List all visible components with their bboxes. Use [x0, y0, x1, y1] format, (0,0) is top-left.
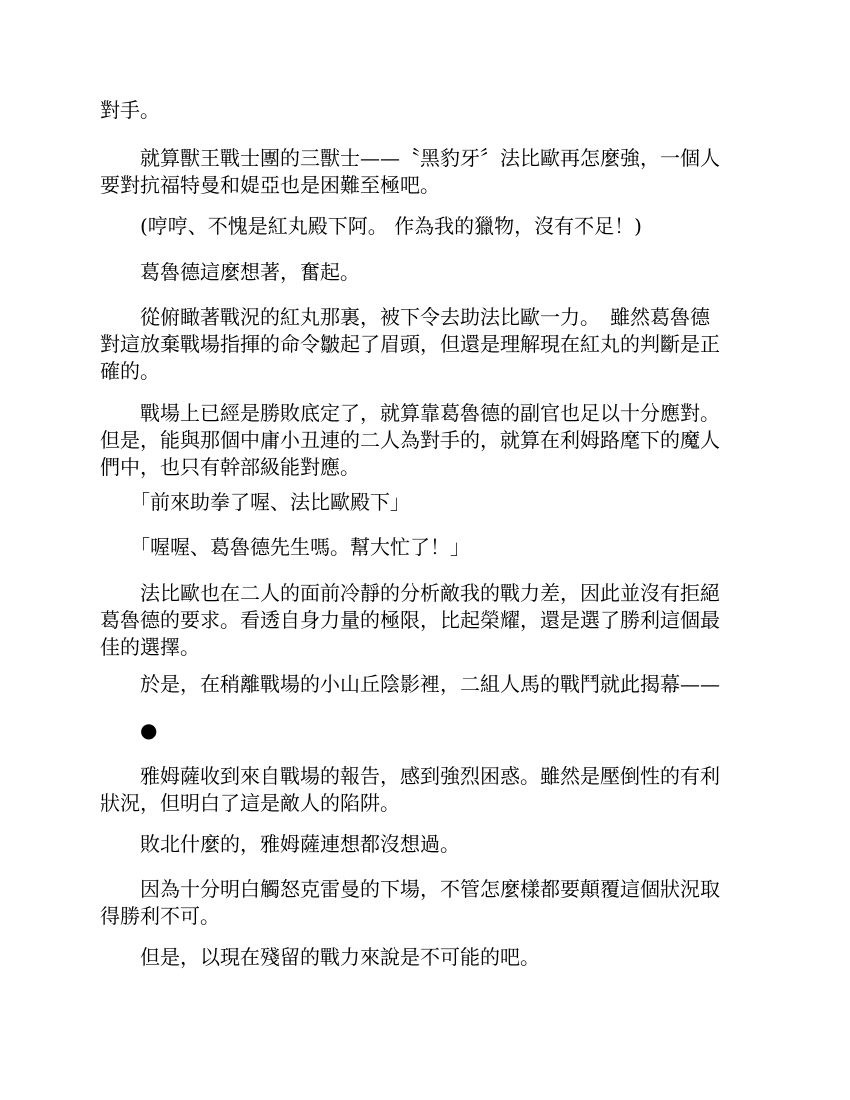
text-line: 「前來助拳了喔、法比歐殿下」 [100, 490, 410, 514]
paragraph [100, 213, 750, 240]
paragraph [100, 763, 750, 817]
text-line: 雅姆薩收到來自戰場的報告，感到強烈困惑。雖然是壓倒性的有利 [100, 764, 720, 788]
text-line: 佳的選擇。 [100, 635, 200, 659]
text-line: 從俯瞰著戰況的紅丸那裏，被下令去助法比歐一力。 雖然葛魯德 [100, 305, 710, 329]
paragraph [100, 145, 750, 199]
paragraph [100, 831, 750, 858]
section-break-bullet: ● [100, 718, 158, 742]
text-line: 於是，在稍離戰場的小山丘陰影裡，二組人馬的戰鬥就此揭幕—— [100, 672, 720, 696]
text-line: 要對抗福特曼和媞亞也是困難至極吧。 [100, 173, 440, 197]
text-line: 葛魯德這麼想著，奮起。 [100, 260, 360, 284]
text-line: 對手。 [100, 98, 160, 122]
paragraph [100, 97, 750, 124]
paragraph [100, 304, 750, 385]
text-line: 因為十分明白觸怒克雷曼的下場，不管怎麼樣都要顛覆這個狀況取 [100, 877, 720, 901]
text-line: 確的。 [100, 359, 160, 383]
paragraph [100, 671, 750, 698]
paragraph [100, 534, 750, 561]
paragraph [100, 876, 750, 930]
text-line: 敗北什麼的，雅姆薩連想都沒想過。 [100, 832, 460, 856]
paragraph [100, 580, 750, 661]
text-line: 「喔喔、葛魯德先生嗎。幫大忙了！」 [100, 535, 470, 559]
text-line: 葛魯德的要求。看透自身力量的極限，比起榮耀，還是選了勝利這個最 [100, 608, 720, 632]
paragraph [100, 944, 750, 971]
paragraph [100, 717, 750, 744]
text-line: 就算獸王戰士團的三獸士——〝黑豹牙〞法比歐再怎麼強，一個人 [100, 146, 720, 170]
text-line: 法比歐也在二人的面前冷靜的分析敵我的戰力差，因此並沒有拒絕 [100, 581, 720, 605]
text-line: 但是，以現在殘留的戰力來說是不可能的吧。 [100, 945, 540, 969]
text-line: 狀況，但明白了這是敵人的陷阱。 [100, 791, 400, 815]
text-line: (哼哼、不愧是紅丸殿下阿。 作為我的獵物，沒有不足！) [100, 214, 642, 238]
text-line: 得勝利不可。 [100, 904, 220, 928]
text-line: 對這放棄戰場指揮的命令皺起了眉頭，但還是理解現在紅丸的判斷是正 [100, 332, 720, 356]
text-line: 但是，能與那個中庸小丑連的二人為對手的，就算在利姆路麾下的魔人 [100, 428, 720, 452]
text-line: 們中，也只有幹部級能對應。 [100, 455, 360, 479]
paragraph [100, 400, 750, 481]
paragraph [100, 259, 750, 286]
text-line: 戰場上已經是勝敗底定了，就算靠葛魯德的副官也足以十分應對。 [100, 401, 720, 425]
paragraph [100, 489, 750, 516]
